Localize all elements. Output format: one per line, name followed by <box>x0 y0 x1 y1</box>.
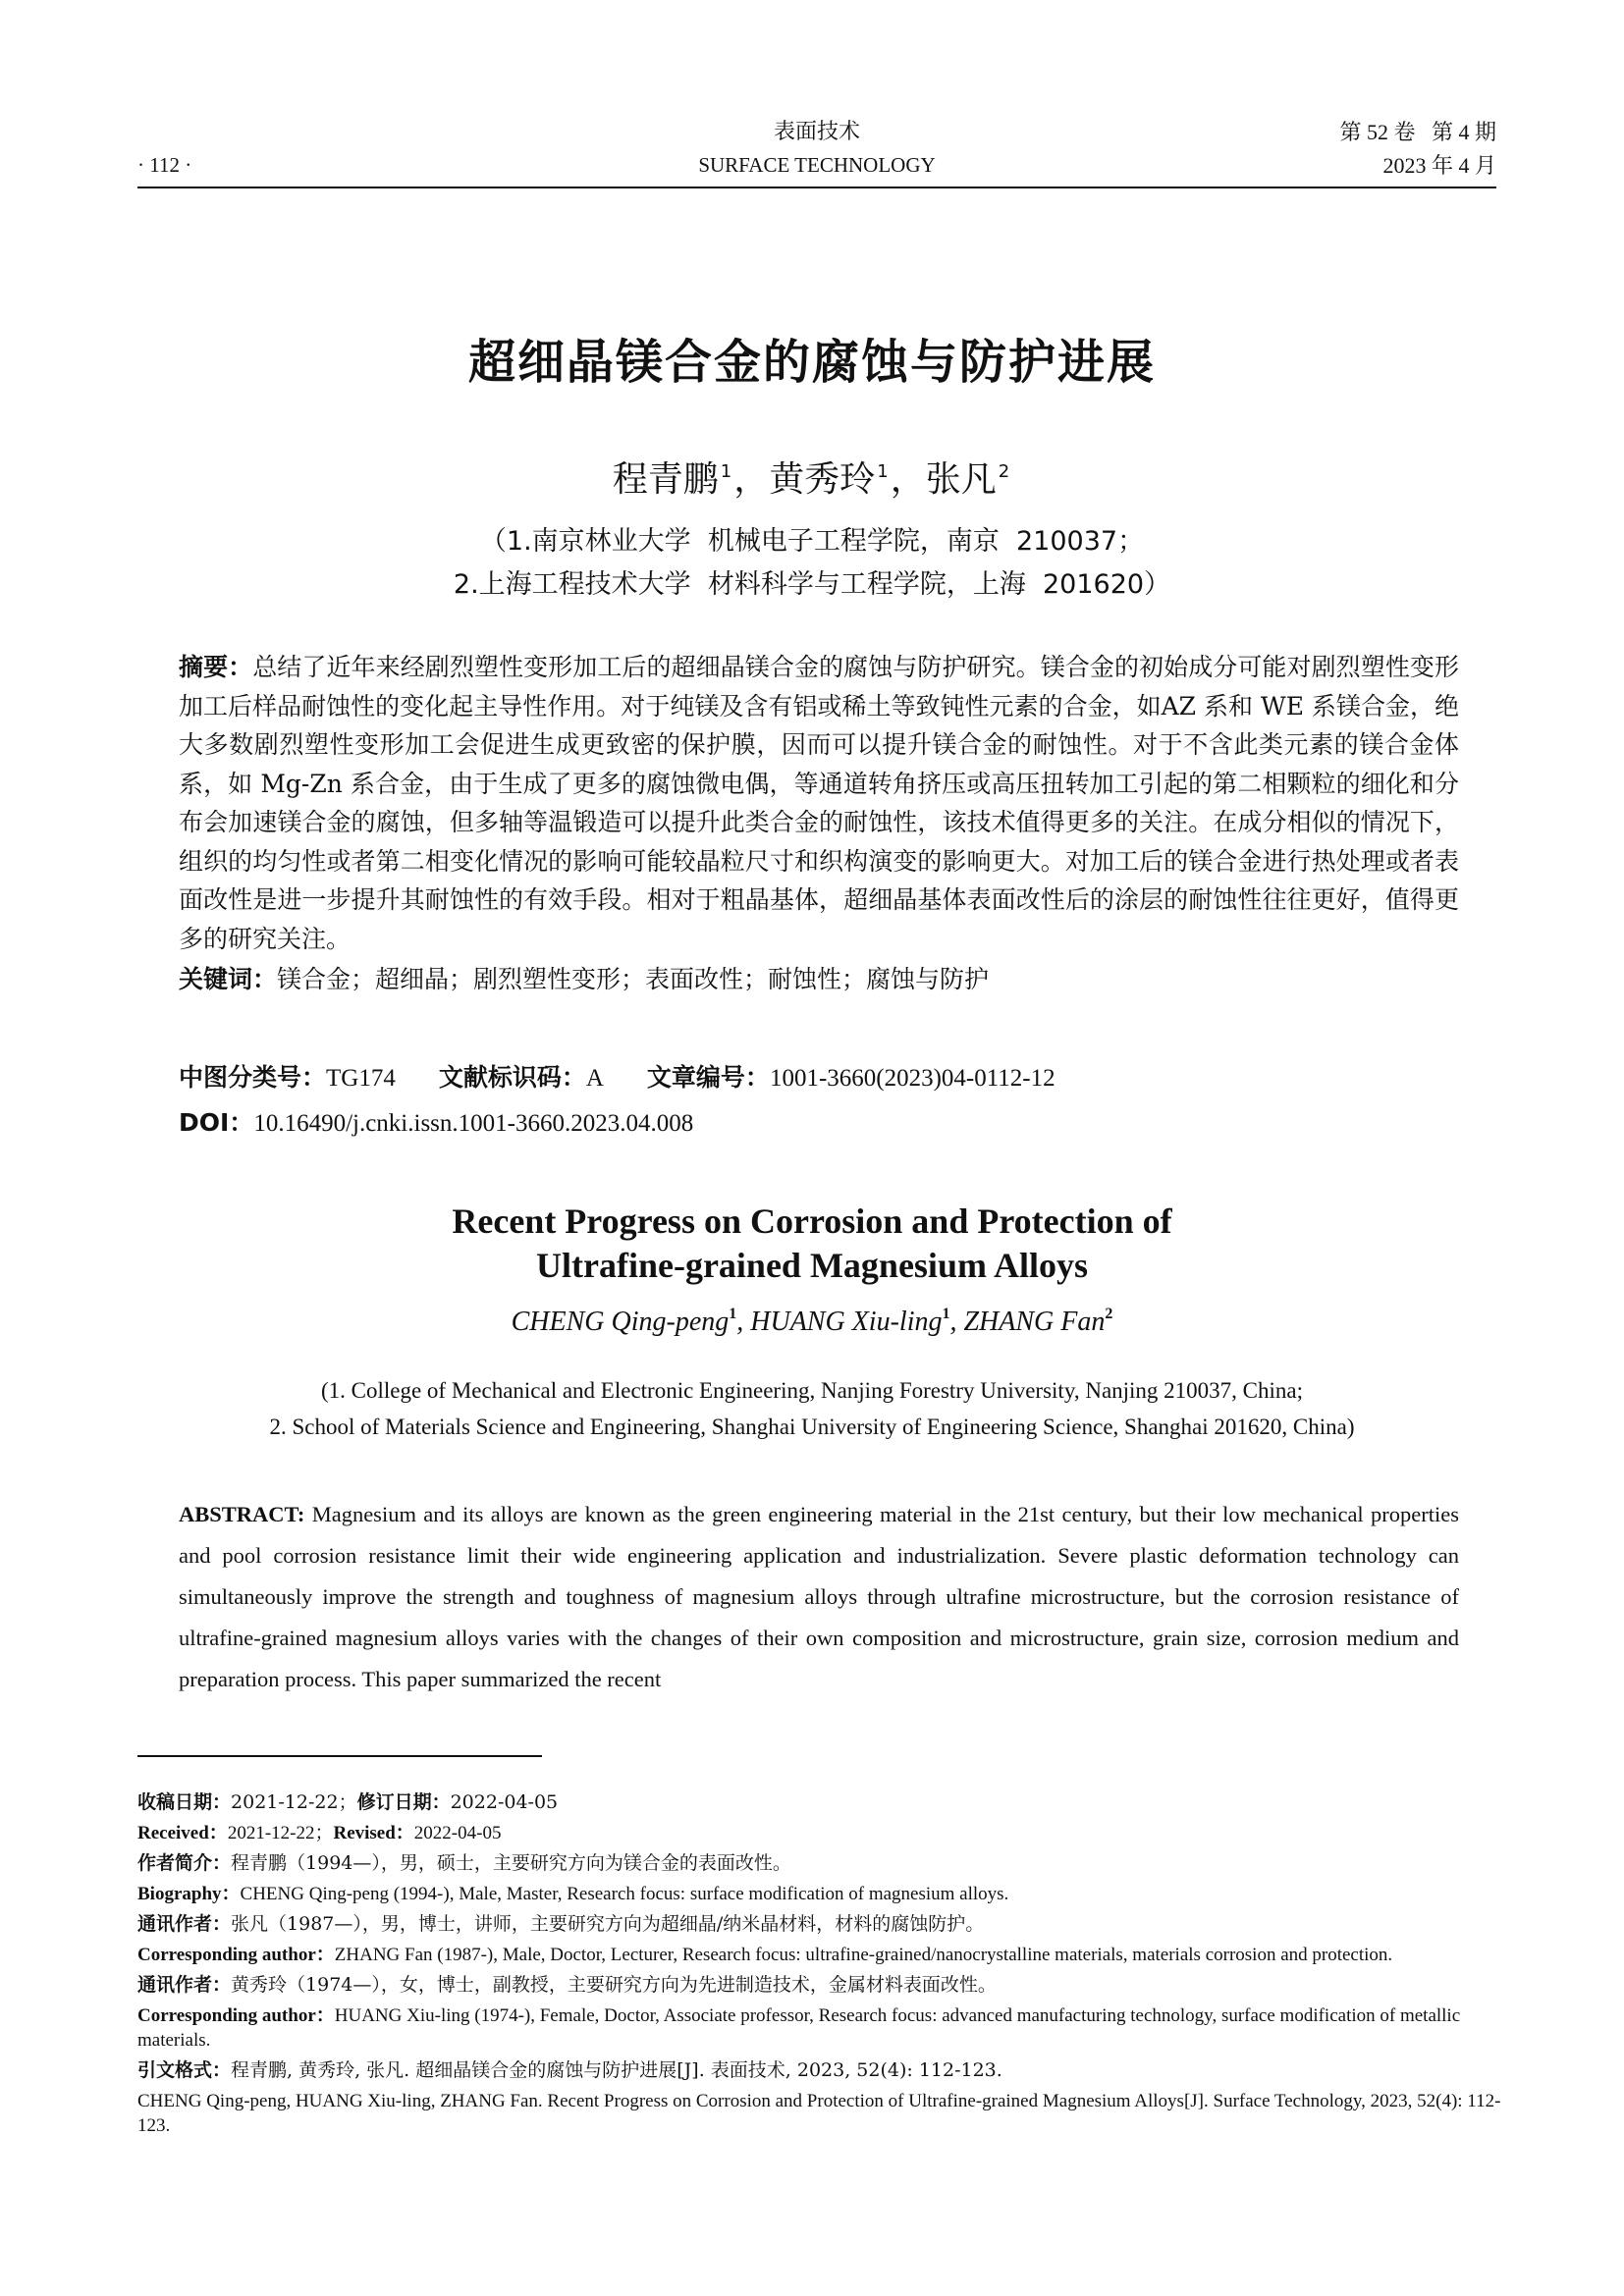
corresponding-label: Corresponding author： <box>137 2005 335 2026</box>
clc-label: 中图分类号： <box>179 1063 327 1092</box>
affiliation-line: (1. College of Mechanical and Electronic Engineering, Nanjing Forestry University, Nanjing 210037, China; <box>320 1378 1304 1403</box>
corresponding-author-1-cn <box>137 1912 1502 1937</box>
affiliation-marker: 1 <box>942 1306 950 1322</box>
doi-label: DOI： <box>179 1108 254 1137</box>
title-en-line: Ultrafine-grained Magnesium Alloys <box>536 1246 1088 1285</box>
biography-text: 程青鹏（1994—），男，硕士，主要研究方向为镁合金的表面改性。 <box>231 1852 791 1874</box>
title-cn: 超细晶镁合金的腐蚀与防护进展 <box>467 335 1156 390</box>
article-number-label: 文章编号： <box>646 1063 770 1092</box>
journal-name <box>137 116 1496 181</box>
biography-label: Biography： <box>137 1884 241 1904</box>
authors-en <box>0 1306 1624 1338</box>
affiliation-marker: 1 <box>877 461 889 482</box>
article-number-value: 1001-3660(2023)04-0112-12 <box>769 1065 1056 1092</box>
issue-info <box>1339 116 1496 183</box>
author-name: 张凡 <box>925 459 997 500</box>
revised-value: 2022-04-05 <box>450 1791 559 1813</box>
journal-name-cn: 表面技术 <box>773 120 860 144</box>
author-separator: , <box>736 1307 751 1337</box>
doc-code-value: A <box>585 1065 604 1092</box>
doi-line <box>179 1103 693 1139</box>
received-date-en <box>137 1821 1502 1845</box>
journal-name-en: SURFACE TECHNOLOGY <box>698 153 936 177</box>
author-name: 黄秀玲 <box>769 459 876 500</box>
corresponding-text: ZHANG Fan (1987-), Male, Doctor, Lecturer, Research focus: ultrafine-grained/nanocrystalline materials, materials corrosion and protection. <box>334 1945 1393 1965</box>
volume-issue: 第 52 卷 第 4 期 <box>1339 120 1496 144</box>
affiliation-line: 2. School of Materials Science and Engineering, Shanghai University of Engineering Science, Shanghai 201620, China) <box>269 1415 1355 1439</box>
footnotes <box>137 1790 1502 2144</box>
affiliation-marker: 1 <box>720 461 732 482</box>
title-en <box>0 1200 1624 1288</box>
citation-label: 引文格式： <box>137 2059 232 2081</box>
affiliation-line: （1.南京林业大学 机械电子工程学院，南京 210037； <box>479 526 1145 557</box>
affiliations-en <box>0 1372 1624 1445</box>
author-separator: ， <box>733 459 770 500</box>
classification-line <box>179 1058 1056 1094</box>
citation-text: CHENG Qing-peng, HUANG Xiu-ling, ZHANG Fan. Recent Progress on Corrosion and Protection of Ultrafine-grained Magnesium Alloys[J]. Surface Technology, 2023, 52(4): 112-123. <box>137 2091 1501 2136</box>
authors-cn <box>0 452 1624 502</box>
issue-date: 2023 年 4 月 <box>1382 153 1496 178</box>
clc-value: TG174 <box>326 1065 396 1092</box>
corresponding-author-2-en <box>137 2003 1502 2053</box>
abstract-cn <box>179 648 1459 1000</box>
header-rule <box>137 187 1496 188</box>
author-name: 程青鹏 <box>612 459 719 500</box>
corresponding-label: 通讯作者： <box>137 1974 232 1996</box>
author-name: CHENG Qing-peng <box>511 1307 730 1337</box>
biography-text: CHENG Qing-peng (1994-), Male, Master, Research focus: surface modification of magnesium alloys. <box>240 1884 1009 1904</box>
abstract-en <box>179 1494 1459 1700</box>
corresponding-label: 通讯作者： <box>137 1913 232 1935</box>
page-number: · 112 · <box>137 153 192 177</box>
corresponding-text: 黄秀玲（1974—），女，博士，副教授，主要研究方向为先进制造技术，金属材料表面改性。 <box>231 1974 997 1996</box>
doc-code-label: 文献标识码： <box>438 1063 586 1092</box>
biography-en <box>137 1882 1502 1906</box>
received-value: 2021-12-22； <box>231 1791 357 1813</box>
running-header <box>137 116 1496 185</box>
author-name: HUANG Xiu-ling <box>750 1307 943 1337</box>
keywords-cn <box>179 958 1459 1000</box>
keywords-cn-label: 关键词： <box>179 965 278 993</box>
doi-value: 10.16490/j.cnki.issn.1001-3660.2023.04.008 <box>253 1110 694 1137</box>
author-name: ZHANG Fan <box>963 1307 1106 1337</box>
received-label: Received： <box>137 1823 228 1843</box>
biography-label: 作者简介： <box>137 1852 232 1874</box>
citation-en <box>137 2089 1502 2138</box>
received-date-cn <box>137 1790 1502 1815</box>
biography-cn <box>137 1851 1502 1876</box>
corresponding-text: 张凡（1987—），男，博士，讲师，主要研究方向为超细晶/纳米晶材料，材料的腐蚀防护。 <box>231 1913 985 1935</box>
footnote-rule <box>137 1755 542 1757</box>
author-separator: , <box>949 1307 964 1337</box>
citation-text: 程青鹏, 黄秀玲, 张凡. 超细晶镁合金的腐蚀与防护进展[J]. 表面技术, 2023, 52(4): 112-123. <box>231 2059 1002 2081</box>
revised-value: 2022-04-05 <box>413 1823 502 1843</box>
received-label: 收稿日期： <box>137 1791 232 1813</box>
received-value: 2021-12-22； <box>227 1823 334 1843</box>
abstract-en-text: Magnesium and its alloys are known as the green engineering material in the 21st century, but their low mechanical properties and pool corrosion resistance limit their wide engineering application and industrialization. Severe plastic deformation technology can simultaneously improve the strength and toughness of magnesium alloys through ultrafine microstructure, but the corrosion resistance of ultrafine-grained magnesium alloys varies with the changes of their own composition and microstructure, grain size, corrosion medium and preparation process. This paper summarized the recent <box>179 1502 1459 1691</box>
affiliation-marker: 2 <box>998 461 1010 482</box>
corresponding-label: Corresponding author： <box>137 1945 335 1965</box>
abstract-cn-text: 总结了近年来经剧烈塑性变形加工后的超细晶镁合金的腐蚀与防护研究。镁合金的初始成分可能对剧烈塑性变形加工后样品耐蚀性的变化起主导性作用。对于纯镁及含有铝或稀土等致钝性元素的合金，如AZ 系和 WE 系镁合金，绝大多数剧烈塑性变形加工会促进生成更致密的保护膜，因而可以提升镁合金的耐蚀性。对于不含此类元素的镁合金体系，如 Mg-Zn 系合金，由于生成了更多的腐蚀微电偶，等通道转角挤压或高压扭转加工引起的第二相颗粒的细化和分布会加速镁合金的腐蚀，但多轴等温锻造可以提升此类合金的耐蚀性，该技术值得更多的关注。在成分相似的情况下，组织的均匀性或者第二相变化情况的影响可能较晶粒尺寸和织构演变的影响更大。对加工后的镁合金进行热处理或者表面改性是进一步提升其耐蚀性的有效手段。相对于粗晶基体，超细晶基体表面改性后的涂层的耐蚀性往往更好，值得更多的研究关注。 <box>179 653 1459 953</box>
abstract-cn-label: 摘要： <box>179 653 253 681</box>
corresponding-author-2-cn <box>137 1973 1502 1998</box>
author-separator: ， <box>890 459 926 500</box>
corresponding-author-1-en <box>137 1943 1502 1967</box>
keywords-cn-text: 镁合金；超细晶；剧烈塑性变形；表面改性；耐蚀性；腐蚀与防护 <box>277 965 990 993</box>
affiliation-marker: 2 <box>1105 1306 1113 1322</box>
corresponding-text: HUANG Xiu-ling (1974-), Female, Doctor, Associate professor, Research focus: advanced manufacturing technology, surface modification of metallic materials. <box>137 2005 1461 2051</box>
abstract-en-label: ABSTRACT: <box>179 1502 305 1526</box>
affiliation-marker: 1 <box>729 1306 737 1322</box>
affiliations-cn <box>0 520 1624 607</box>
revised-label: 修订日期： <box>356 1791 451 1813</box>
revised-label: Revised： <box>333 1823 414 1843</box>
title-en-line: Recent Progress on Corrosion and Protection of <box>452 1201 1172 1241</box>
affiliation-line: 2.上海工程技术大学 材料科学与工程学院，上海 201620） <box>453 569 1171 600</box>
citation-cn <box>137 2058 1502 2083</box>
